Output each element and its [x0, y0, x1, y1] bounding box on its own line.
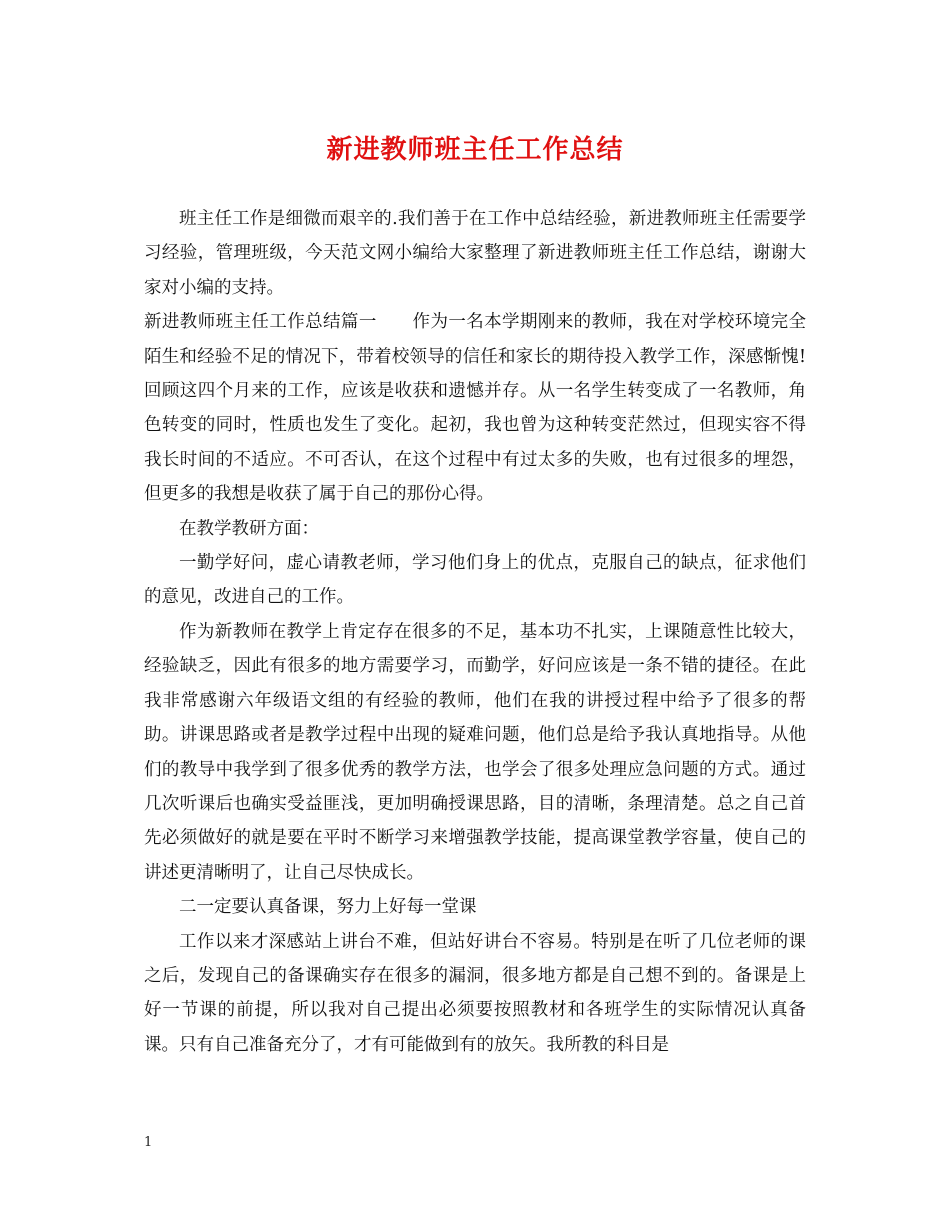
paragraph-teaching-heading: 在教学教研方面： [179, 518, 319, 539]
paragraph-point-one: 一勤学好问，虚心请教老师，学习他们身上的优点，克服自己的缺点，征求他们的意见，改进自己的工作。 [144, 553, 806, 608]
paragraph-preparation: 工作以来才深感站上讲台不难，但站好讲台不容易。特别是在听了几位老师的课之后，发现自己的备课确实存在很多的漏洞，很多地方都是自己想不到的。备课是上好一节课的前提，所以我对自己提出必须要按照教材和各班学生的实际情况认真备课。只有自己准备充分了，才有可能做到有的放矢。我所教的科目是 [144, 931, 806, 1055]
paragraph-new-teacher: 作为新教师在教学上肯定存在很多的不足，基本功不扎实，上课随意性比较大，经验缺乏，因此有很多的地方需要学习，而勤学，好问应该是一条不错的捷径。在此我非常感谢六年级语文组的有经验的教师，他们在我的讲授过程中给予了很多的帮助。讲课思路或者是教学过程中出现的疑难问题，他们总是给予我认真地指导。从他们的教导中我学到了很多优秀的教学方法，也学会了很多处理应急问题的方式。通过几次听课后也确实受益匪浅，更加明确授课思路，目的清晰，条理清楚。总之自己首先必须做好的就是要在平时不断学习来增强教学技能，提高课堂教学容量，使自己的讲述更清晰明了，让自己尽快成长。 [144, 621, 806, 883]
document-body [144, 202, 806, 1062]
document-title: 新进教师班主任工作总结 [326, 135, 624, 165]
paragraph-point-two: 二一定要认真备课，努力上好每一堂课 [179, 897, 477, 918]
page-number: 1 [144, 1135, 153, 1150]
paragraph-intro: 班主任工作是细微而艰辛的.我们善于在工作中总结经验，新进教师班主任需要学习经验，管理班级，今天范文网小编给大家整理了新进教师班主任工作总结，谢谢大家对小编的支持。 [144, 209, 806, 298]
paragraph-part-one: 新进教师班主任工作总结篇一 作为一名本学期刚来的教师，我在对学校环境完全陌生和经验不足的情况下，带着校领导的信任和家长的期待投入教学工作，深感惭愧!回顾这四个月来的工作，应该是收获和遗憾并存。从一名学生转变成了一名教师，角色转变的同时，性质也发生了变化。起初，我也曾为这种转变茫然过，但现实容不得我长时间的不适应。不可否认，在这个过程中有过太多的失败，也有过很多的埋怨，但更多的我想是收获了属于自己的那份心得。 [144, 312, 806, 505]
